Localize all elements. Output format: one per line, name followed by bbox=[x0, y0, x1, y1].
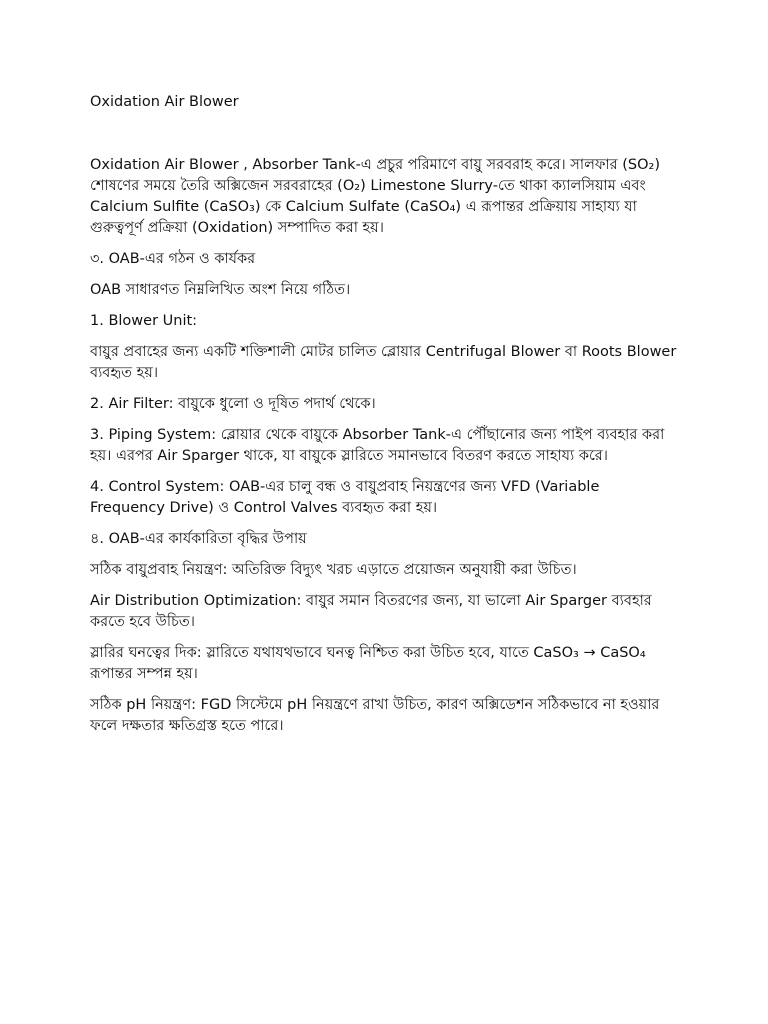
efficiency-airflow-control: সঠিক বায়ুপ্রবাহ নিয়ন্ত্রণ: অতিরিক্ত বিদ্যুৎ খরচ এড়াতে প্রয়োজন অনুযায়ী করা উচিত। bbox=[90, 562, 577, 578]
section-heading-efficiency: ৪. OAB-এর কার্যকারিতা বৃদ্ধির উপায় bbox=[90, 531, 307, 547]
blower-unit-description: বায়ুর প্রবাহের জন্য একটি শক্তিশালী মোটর চালিত ব্লোয়ার Centrifugal Blower বা Roots Blower ব্যবহৃত হয়। bbox=[90, 344, 677, 381]
list-item-control-system: 4. Control System: OAB-এর চালু বন্ধ ও বায়ুপ্রবাহ নিয়ন্ত্রণের জন্য VFD (Variable Frequency Drive) ও Control Valves ব্যবহৃত করা হয়। bbox=[90, 479, 600, 516]
efficiency-ph-control: সঠিক pH নিয়ন্ত্রণ: FGD সিস্টেমে pH নিয়ন্ত্রণে রাখা উচিত, কারণ অক্সিডেশন সঠিকভাবে না হওয়ার ফলে দক্ষতার ক্ষতিগ্রস্ত হতে পারে। bbox=[90, 697, 660, 734]
list-item-piping-system: 3. Piping System: ব্লোয়ার থেকে বায়ুকে Absorber Tank-এ পৌঁছানোর জন্য পাইপ ব্যবহার করা হয়। এরপর Air Sparger থাকে, যা বায়ুকে স্লারিতে সমানভাবে বিতরণ করতে সাহায্য করে। bbox=[90, 427, 665, 464]
intro-paragraph: Oxidation Air Blower , Absorber Tank-এ প্রচুর পরিমাণে বায়ু সরবরাহ করে। সালফার (SO₂) শোষণের সময়ে তৈরি অক্সিজেন সরবরাহের (O₂) Limestone Slurry-তে থাকা ক্যালসিয়াম এবং Calcium Sulfite (CaSO₃) কে Calcium Sulfate (CaSO₄) এ রূপান্তর প্রক্রিয়ায় সাহায্য যা গুরুত্বপূর্ণ প্রক্রিয়া (Oxidation) সম্পাদিত করা হয়। bbox=[90, 157, 661, 236]
section-heading-structure: ৩. OAB-এর গঠন ও কার্যকর bbox=[90, 251, 256, 267]
list-item-air-filter: 2. Air Filter: বায়ুকে ধুলো ও দূষিত পদার্থ থেকে। bbox=[90, 396, 376, 412]
document-title: Oxidation Air Blower bbox=[90, 94, 239, 110]
structure-intro: OAB সাধারণত নিম্নলিখিত অংশ নিয়ে গঠিত। bbox=[90, 282, 351, 298]
list-item-blower-unit: 1. Blower Unit: bbox=[90, 313, 198, 329]
efficiency-slurry-density: স্লারির ঘনত্বের দিক: স্লারিতে যথাযথভাবে ঘনত্ব নিশ্চিত করা উচিত হবে, যাতে CaSO₃ → CaSO₄ রূপান্তর সম্পন্ন হয়। bbox=[90, 645, 646, 682]
efficiency-air-distribution: Air Distribution Optimization: বায়ুর সমান বিতরণের জন্য, যা ভালো Air Sparger ব্যবহার করতে হবে উচিত। bbox=[90, 593, 652, 630]
